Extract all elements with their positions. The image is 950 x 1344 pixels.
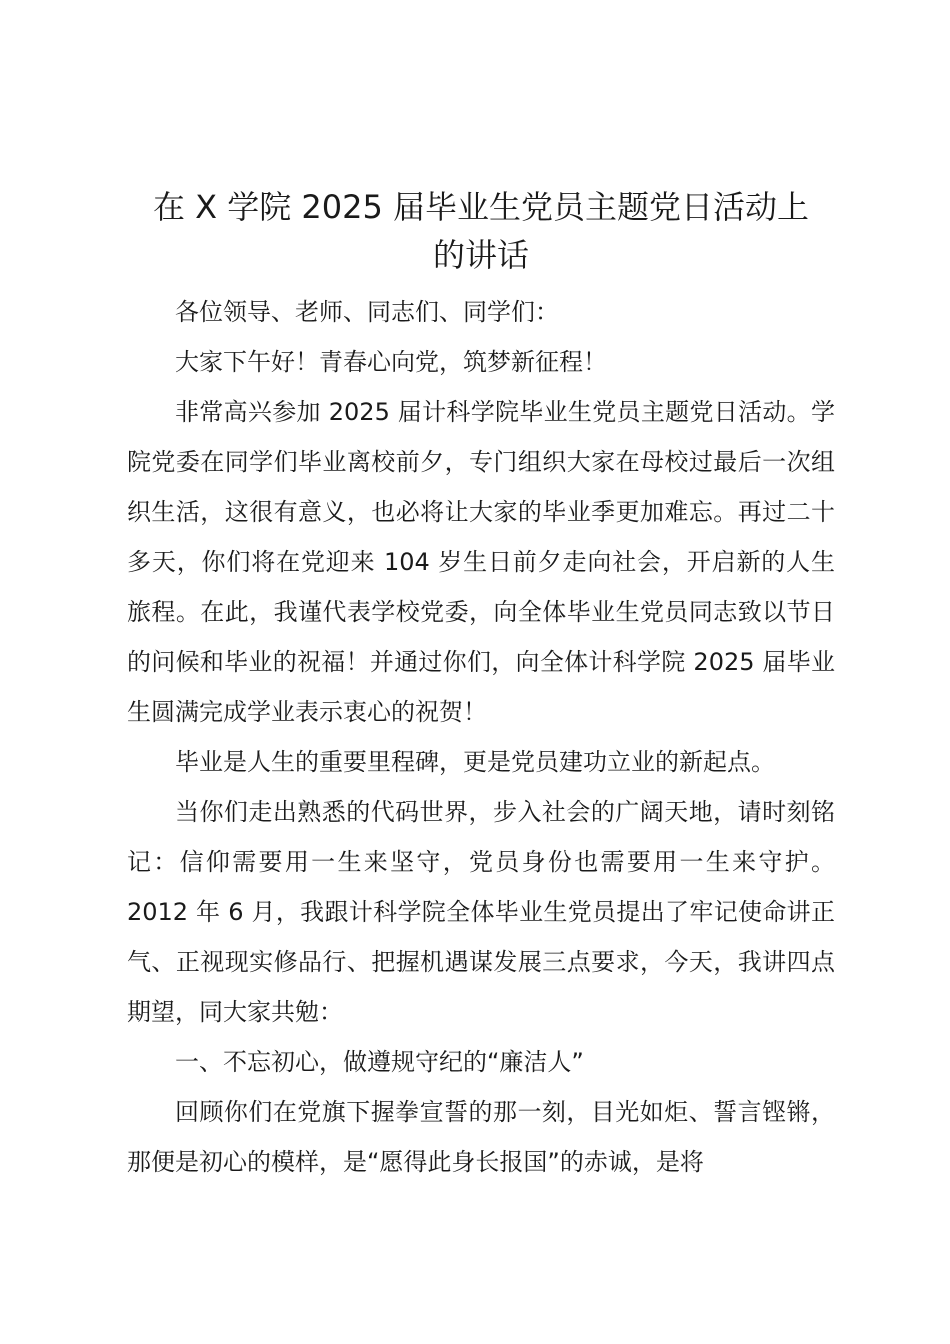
section-heading: 一、不忘初心，做遵规守纪的“廉洁人” <box>175 1048 584 1076</box>
paragraph: 回顾你们在党旗下握拳宣誓的那一刻，目光如炬、誓言铿锵，那便是初心的模样，是“愿得此身长报国”的赤诚，是将 <box>127 1098 835 1176</box>
salutation: 各位领导、老师、同志们、同学们： <box>175 298 559 326</box>
speech-body <box>127 287 835 1187</box>
paragraph: 非常高兴参加 2025 届计科学院毕业生党员主题党日活动。学院党委在同学们毕业离校前夕，专门组织大家在母校过最后一次组织生活，这很有意义，也必将让大家的毕业季更加难忘。再过二十多天，你们将在党迎来 104 岁生日前夕走向社会，开启新的人生旅程。在此，我谨代表学校党委，向全体毕业生党员同志致以节日的问候和毕业的祝福！并通过你们，向全体计科学院 2025 届毕业生圆满完成学业表示衷心的祝贺！ <box>127 398 835 726</box>
title-line-1: 在 X 学院 2025 届毕业生党员主题党日活动上 <box>152 188 810 226</box>
greeting: 大家下午好！青春心向党，筑梦新征程！ <box>175 348 607 376</box>
paragraph: 当你们走出熟悉的代码世界，步入社会的广阔天地，请时刻铭记：信仰需要用一生来坚守，党员身份也需要用一生来守护。2012 年 6 月，我跟计科学院全体毕业生党员提出了牢记使命讲正气、正视现实修品行、把握机遇谋发展三点要求，今天，我讲四点期望，同大家共勉： <box>127 798 835 1026</box>
title-line-2: 的讲话 <box>432 236 529 274</box>
document-title <box>127 183 835 279</box>
paragraph: 毕业是人生的重要里程碑，更是党员建功立业的新起点。 <box>175 748 775 776</box>
document-page <box>127 183 835 1187</box>
